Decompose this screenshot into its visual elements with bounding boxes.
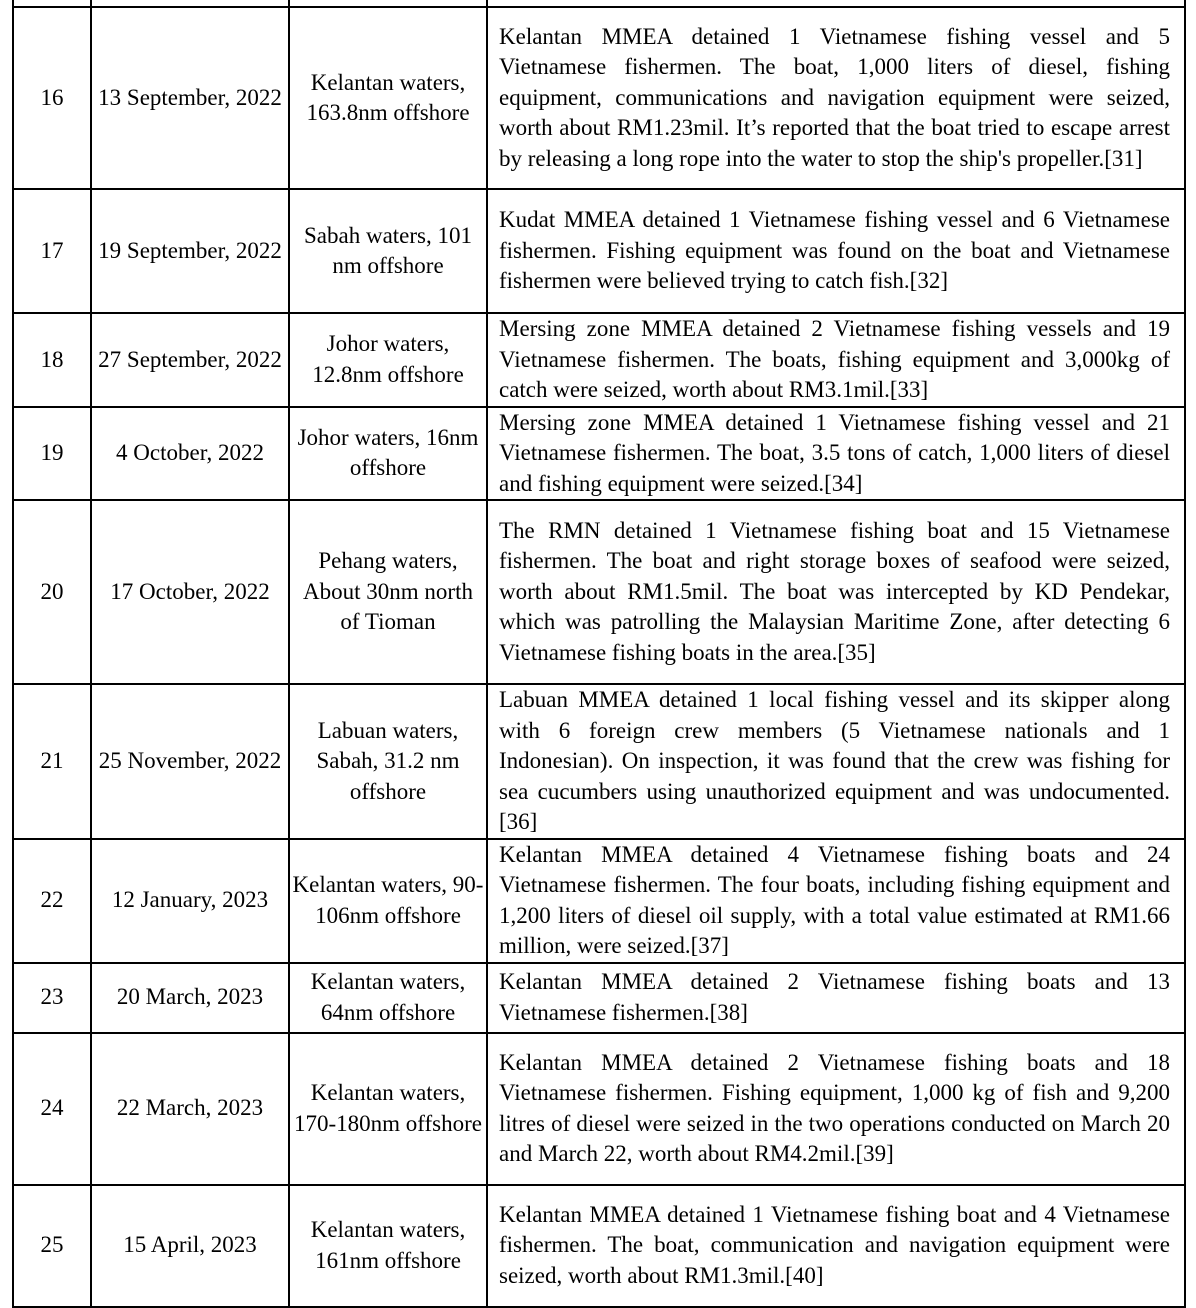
previous-row-bottom <box>13 0 1185 7</box>
row-number: 25 <box>13 1185 91 1307</box>
incident-date: 15 April, 2023 <box>91 1185 289 1307</box>
table-row <box>13 1185 1185 1307</box>
table-cell <box>13 0 91 7</box>
incident-description: Kelantan MMEA detained 1 Vietnamese fishing boat and 4 Vietnamese fishermen. The boat, communication and navigation equipment were seized, worth about RM1.3mil.[40] <box>487 1185 1185 1307</box>
row-number: 22 <box>13 839 91 963</box>
row-number: 20 <box>13 500 91 684</box>
incident-description: Mersing zone MMEA detained 1 Vietnamese fishing vessel and 21 Vietnamese fishermen. The boat, 3.5 tons of catch, 1,000 liters of diesel and fishing equipment were seized.[34] <box>487 407 1185 501</box>
incident-date: 25 November, 2022 <box>91 684 289 839</box>
incidents-table <box>12 0 1186 1308</box>
incident-description: Labuan MMEA detained 1 local fishing vessel and its skipper along with 6 foreign crew members (5 Vietnamese nationals and 1 Indonesian). On inspection, it was found that the crew was fishing for sea cucumbers using unauthorized equipment and was undocumented. [36] <box>487 684 1185 839</box>
table-row <box>13 1033 1185 1185</box>
incident-location: Pehang waters, About 30nm north of Tioman <box>289 500 487 684</box>
table-cell <box>91 0 289 7</box>
incident-location: Labuan waters, Sabah, 31.2 nm offshore <box>289 684 487 839</box>
table-row <box>13 839 1185 963</box>
table-row <box>13 407 1185 501</box>
incident-location: Kelantan waters, 170-180nm offshore <box>289 1033 487 1185</box>
table-row <box>13 684 1185 839</box>
row-number: 23 <box>13 963 91 1033</box>
row-number: 24 <box>13 1033 91 1185</box>
row-number: 17 <box>13 189 91 313</box>
incident-location: Kelantan waters, 90-106nm offshore <box>289 839 487 963</box>
incident-description: Kelantan MMEA detained 2 Vietnamese fishing boats and 13 Vietnamese fishermen.[38] <box>487 963 1185 1033</box>
table-row <box>13 963 1185 1033</box>
incident-date: 22 March, 2023 <box>91 1033 289 1185</box>
table-row <box>13 313 1185 407</box>
incident-location: Johor waters, 12.8nm offshore <box>289 313 487 407</box>
table-cell <box>487 0 1185 7</box>
incident-date: 4 October, 2022 <box>91 407 289 501</box>
row-number: 19 <box>13 407 91 501</box>
incident-date: 17 October, 2022 <box>91 500 289 684</box>
incident-date: 13 September, 2022 <box>91 7 289 189</box>
incident-description: Mersing zone MMEA detained 2 Vietnamese fishing vessels and 19 Vietnamese fishermen. The boats, fishing equipment and 3,000kg of catch were seized, worth about RM3.1mil.[33] <box>487 313 1185 407</box>
table-row <box>13 500 1185 684</box>
row-number: 18 <box>13 313 91 407</box>
incident-date: 19 September, 2022 <box>91 189 289 313</box>
incident-location: Kelantan waters, 64nm offshore <box>289 963 487 1033</box>
incident-date: 27 September, 2022 <box>91 313 289 407</box>
incident-description: Kudat MMEA detained 1 Vietnamese fishing vessel and 6 Vietnamese fishermen. Fishing equipment was found on the boat and Vietnamese fishermen were believed trying to catch fish.[32] <box>487 189 1185 313</box>
incident-date: 12 January, 2023 <box>91 839 289 963</box>
incident-description: Kelantan MMEA detained 4 Vietnamese fishing boats and 24 Vietnamese fishermen. The four boats, including fishing equipment and 1,200 liters of diesel oil supply, with a total value estimated at RM1.66 million, were seized.[37] <box>487 839 1185 963</box>
table-row <box>13 189 1185 313</box>
incident-description: Kelantan MMEA detained 1 Vietnamese fishing vessel and 5 Vietnamese fishermen. The boat, 1,000 liters of diesel, fishing equipment, communications and navigation equipment were seized, worth about RM1.23mil. It’s reported that the boat tried to escape arrest by releasing a long rope into the water to stop the ship's propeller.[31] <box>487 7 1185 189</box>
table-cell <box>289 0 487 7</box>
incident-location: Sabah waters, 101 nm offshore <box>289 189 487 313</box>
incident-date: 20 March, 2023 <box>91 963 289 1033</box>
document-page <box>12 0 1184 1308</box>
incident-description: Kelantan MMEA detained 2 Vietnamese fishing boats and 18 Vietnamese fishermen. Fishing equipment, 1,000 kg of fish and 9,200 litres of diesel were seized in the two operations conducted on March 20 and March 22, worth about RM4.2mil.[39] <box>487 1033 1185 1185</box>
incident-location: Johor waters, 16nm offshore <box>289 407 487 501</box>
table-row <box>13 7 1185 189</box>
incident-location: Kelantan waters, 161nm offshore <box>289 1185 487 1307</box>
incident-location: Kelantan waters, 163.8nm offshore <box>289 7 487 189</box>
row-number: 21 <box>13 684 91 839</box>
incident-description: The RMN detained 1 Vietnamese fishing boat and 15 Vietnamese fishermen. The boat and right storage boxes of seafood were seized, worth about RM1.5mil. The boat was intercepted by KD Pendekar, which was patrolling the Malaysian Maritime Zone, after detecting 6 Vietnamese fishing boats in the area.[35] <box>487 500 1185 684</box>
row-number: 16 <box>13 7 91 189</box>
